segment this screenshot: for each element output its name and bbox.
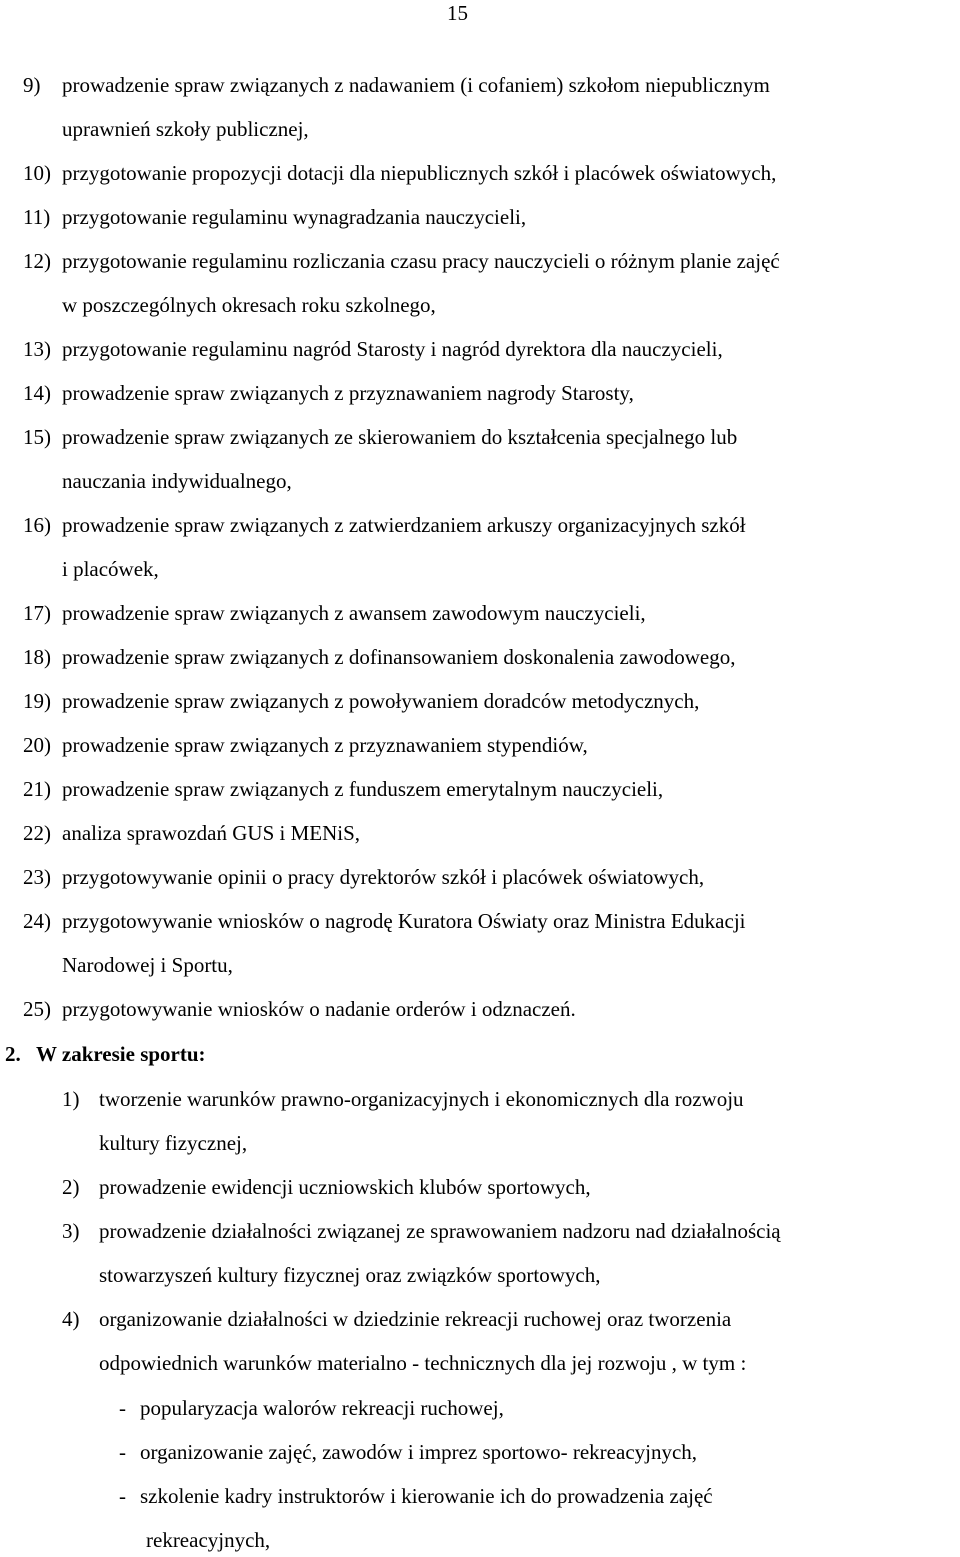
dash-marker: -	[119, 1396, 126, 1420]
item-text-line: prowadzenie spraw związanych z nadawaniem (i cofaniem) szkołom niepublicznym	[62, 73, 770, 97]
item-number: 1)	[62, 1087, 80, 1111]
item-text-line: w poszczególnych okresach roku szkolnego,	[62, 293, 436, 317]
item-text-line: nauczania indywidualnego,	[62, 469, 292, 493]
sub-item-text-line: popularyzacja walorów rekreacji ruchowej,	[140, 1396, 504, 1420]
item-text-line: odpowiednich warunków materialno - technicznych dla jej rozwoju , w tym :	[99, 1351, 747, 1375]
item-number: 18)	[23, 645, 51, 669]
item-text-line: przygotowanie regulaminu wynagradzania nauczycieli,	[62, 205, 527, 229]
page-number: 15	[447, 1, 468, 25]
item-text-line: prowadzenie ewidencji uczniowskich klubów sportowych,	[99, 1175, 591, 1199]
item-number: 9)	[23, 73, 41, 97]
item-number: 16)	[23, 513, 51, 537]
item-text-line: prowadzenie spraw związanych z dofinansowaniem doskonalenia zawodowego,	[62, 645, 736, 669]
item-text-line: przygotowywanie wniosków o nadanie orderów i odznaczeń.	[62, 997, 576, 1021]
item-text-line: uprawnień szkoły publicznej,	[62, 117, 309, 141]
item-number: 21)	[23, 777, 51, 801]
dash-marker: -	[119, 1440, 126, 1464]
item-text-line: prowadzenie spraw związanych z przyznawaniem nagrody Starosty,	[62, 381, 634, 405]
item-number: 3)	[62, 1219, 80, 1243]
item-number: 22)	[23, 821, 51, 845]
sub-item-text-line: organizowanie zajęć, zawodów i imprez sportowo- rekreacyjnych,	[140, 1440, 698, 1464]
item-text-line: prowadzenie spraw związanych z awansem zawodowym nauczycieli,	[62, 601, 646, 625]
item-number: 12)	[23, 249, 51, 273]
section-number: 2.	[5, 1042, 21, 1066]
item-number: 4)	[62, 1307, 80, 1331]
item-number: 13)	[23, 337, 51, 361]
dash-marker: -	[119, 1484, 126, 1508]
item-text-line: przygotowanie regulaminu nagród Starosty i nagród dyrektora dla nauczycieli,	[62, 337, 723, 361]
item-text-line: analiza sprawozdań GUS i MENiS,	[62, 821, 361, 845]
item-number: 23)	[23, 865, 51, 889]
item-text-line: kultury fizycznej,	[99, 1131, 248, 1155]
item-number: 2)	[62, 1175, 80, 1199]
item-text-line: Narodowej i Sportu,	[62, 953, 233, 977]
item-number: 19)	[23, 689, 51, 713]
sub-item-text-line: szkolenie kadry instruktorów i kierowanie ich do prowadzenia zajęć	[140, 1484, 713, 1508]
item-number: 24)	[23, 909, 51, 933]
item-text-line: przygotowanie regulaminu rozliczania czasu pracy nauczycieli o różnym planie zajęć	[62, 249, 780, 273]
item-text-line: przygotowanie propozycji dotacji dla niepublicznych szkół i placówek oświatowych,	[62, 161, 777, 185]
item-text-line: prowadzenie spraw związanych z przyznawaniem stypendiów,	[62, 733, 588, 757]
item-text-line: prowadzenie spraw związanych z funduszem emerytalnym nauczycieli,	[62, 777, 664, 801]
item-number: 10)	[23, 161, 51, 185]
item-number: 15)	[23, 425, 51, 449]
item-text-line: tworzenie warunków prawno-organizacyjnych i ekonomicznych dla rozwoju	[99, 1087, 744, 1111]
item-number: 20)	[23, 733, 51, 757]
item-text-line: stowarzyszeń kultury fizycznej oraz związków sportowych,	[99, 1263, 601, 1287]
item-number: 25)	[23, 997, 51, 1021]
item-text-line: przygotowywanie opinii o pracy dyrektorów szkół i placówek oświatowych,	[62, 865, 705, 889]
item-text-line: przygotowywanie wniosków o nagrodę Kuratora Oświaty oraz Ministra Edukacji	[62, 909, 746, 933]
item-number: 11)	[23, 205, 51, 229]
section-title: W zakresie sportu:	[36, 1042, 206, 1066]
item-number: 17)	[23, 601, 51, 625]
item-text-line: prowadzenie działalności związanej ze sprawowaniem nadzoru nad działalnością	[99, 1219, 781, 1243]
item-text-line: prowadzenie spraw związanych z zatwierdzaniem arkuszy organizacyjnych szkół	[62, 513, 746, 537]
sub-item-text-line: rekreacyjnych,	[146, 1528, 271, 1552]
item-number: 14)	[23, 381, 51, 405]
item-text-line: i placówek,	[62, 557, 159, 581]
item-text-line: prowadzenie spraw związanych z powoływaniem doradców metodycznych,	[62, 689, 700, 713]
item-text-line: prowadzenie spraw związanych ze skierowaniem do kształcenia specjalnego lub	[62, 425, 738, 449]
item-text-line: organizowanie działalności w dziedzinie rekreacji ruchowej oraz tworzenia	[99, 1307, 732, 1331]
